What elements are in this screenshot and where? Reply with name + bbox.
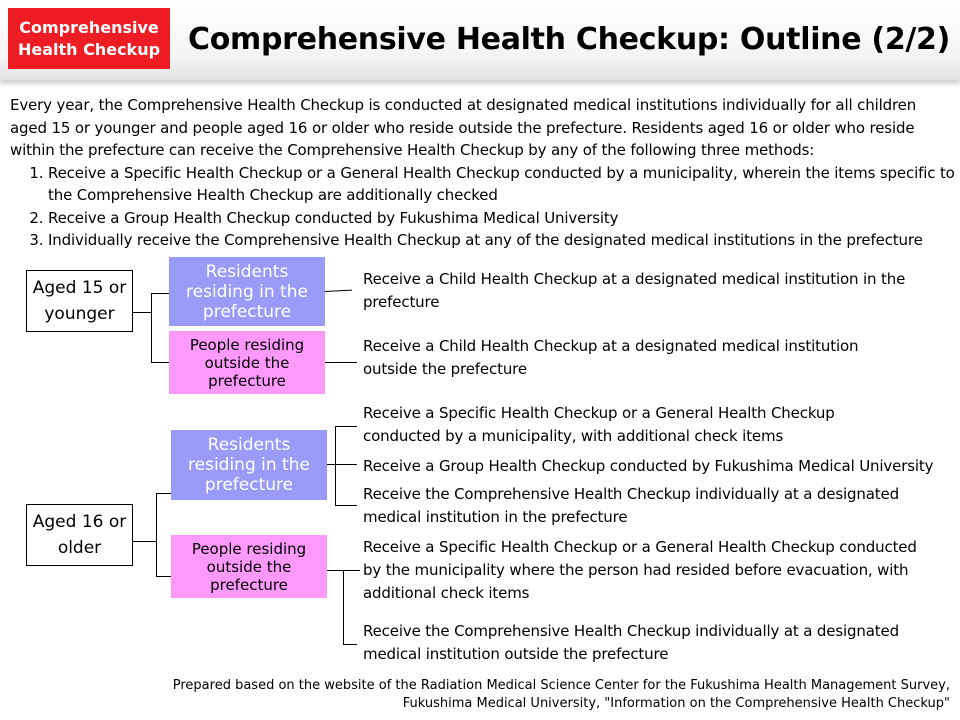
- source-line1: Prepared based on the website of the Radiation Medical Science Center for the Fukushima Health Management Survey,: [172, 678, 950, 693]
- connector: [156, 576, 171, 577]
- res15-line2: residing in the: [186, 281, 308, 302]
- age16-box: [26, 504, 133, 566]
- outcome-child-in-prefecture: [363, 268, 905, 314]
- out15-line2: outside the: [204, 353, 290, 372]
- outcome-line: Receive a Group Health Checkup conducted by Fukushima Medical University: [363, 457, 934, 475]
- outcome-line: by the municipality where the person had resided before evacuation, with: [363, 561, 909, 579]
- res15-line1: Residents: [205, 261, 289, 282]
- methods-list: [10, 162, 956, 252]
- outcome-municipality-checkup: [363, 402, 835, 448]
- outcome-line: outside the prefecture: [363, 360, 527, 378]
- connector: [151, 362, 169, 363]
- res15-line3: prefecture: [202, 301, 292, 322]
- section-tag: [8, 8, 170, 69]
- outcome-individual-outside-prefecture: [363, 620, 899, 666]
- out16-line3: prefecture: [210, 575, 288, 594]
- res16-line3: prefecture: [204, 475, 294, 495]
- connector: [133, 312, 152, 313]
- connector: [335, 426, 336, 506]
- outcome-line: conducted by a municipality, with additional check items: [363, 427, 784, 445]
- connector: [343, 570, 344, 644]
- residents-box-15: [169, 257, 325, 326]
- slide-title: Comprehensive Health Checkup: Outline (2/2): [188, 22, 951, 57]
- out15-line3: prefecture: [208, 371, 286, 390]
- method-item-2: 2. Receive a Group Health Checkup conducted by Fukushima Medical University: [48, 207, 956, 230]
- outcome-line: Receive a Child Health Checkup at a designated medical institution: [363, 337, 859, 355]
- method-item-1: 1. Receive a Specific Health Checkup or a General Health Checkup conducted by a municipality, wherein the items specific to the Comprehensive Health Checkup are additionally checked: [48, 162, 956, 207]
- slide-header: [0, 0, 960, 81]
- intro-paragraph: Every year, the Comprehensive Health Checkup is conducted at designated medical institutions individually for all children aged 15 or younger and people aged 16 or older who reside outside the prefecture. Residents aged 16 or older who reside within the prefecture can receive the Comprehensive Health Checkup by any of the following three methods:: [10, 96, 917, 159]
- outcome-line: additional check items: [363, 584, 530, 602]
- section-tag-line1: Comprehensive: [19, 17, 159, 37]
- intro-text: [10, 94, 956, 252]
- connector: [335, 464, 357, 465]
- connector: [343, 644, 357, 645]
- connector: [325, 290, 352, 292]
- residents-box-16: [171, 430, 327, 500]
- outcome-line: prefecture: [363, 293, 440, 311]
- age16-line1: Aged 16 or: [32, 512, 127, 532]
- out16-line1: People residing: [191, 539, 307, 558]
- outcome-evacuation-municipality: [363, 536, 917, 605]
- connector: [156, 493, 171, 494]
- age15-box: [26, 270, 133, 332]
- age16-line2: older: [57, 538, 102, 558]
- method-item-3: 3. Individually receive the Comprehensive Health Checkup at any of the designated medical institutions in the prefecture: [48, 229, 956, 252]
- connector: [335, 426, 357, 427]
- res16-line1: Residents: [207, 435, 291, 455]
- outcome-line: Receive a Specific Health Checkup or a General Health Checkup: [363, 404, 835, 422]
- connector: [156, 493, 157, 577]
- outcome-line: medical institution in the prefecture: [363, 508, 628, 526]
- outcome-line: Receive a Child Health Checkup at a designated medical institution in the: [363, 270, 906, 288]
- age15-line2: younger: [44, 304, 115, 324]
- outcome-line: Receive the Comprehensive Health Checkup individually at a designated: [363, 622, 899, 640]
- connector: [325, 362, 357, 363]
- outcome-group-checkup: [363, 455, 933, 478]
- outcome-line: Receive a Specific Health Checkup or a General Health Checkup conducted: [363, 538, 917, 556]
- source-note: [173, 677, 950, 713]
- connector: [335, 505, 357, 506]
- outcome-child-outside-prefecture: [363, 335, 858, 381]
- res16-line2: residing in the: [188, 455, 310, 475]
- source-line2: Fukushima Medical University, "Information on the Comprehensive Health Checkup": [402, 696, 950, 711]
- connector: [151, 293, 152, 362]
- outcome-line: Receive the Comprehensive Health Checkup individually at a designated: [363, 485, 899, 503]
- age15-line1: Aged 15 or: [32, 278, 127, 298]
- section-tag-line2: Health Checkup: [17, 39, 161, 59]
- out15-line1: People residing: [189, 335, 305, 354]
- out16-line2: outside the: [206, 557, 292, 576]
- outcome-individual-in-prefecture: [363, 483, 899, 529]
- connector: [133, 541, 157, 542]
- outside-box-16: [171, 535, 327, 598]
- outcome-line: medical institution outside the prefecture: [363, 645, 669, 663]
- outside-box-15: [169, 331, 325, 394]
- connector: [151, 293, 169, 294]
